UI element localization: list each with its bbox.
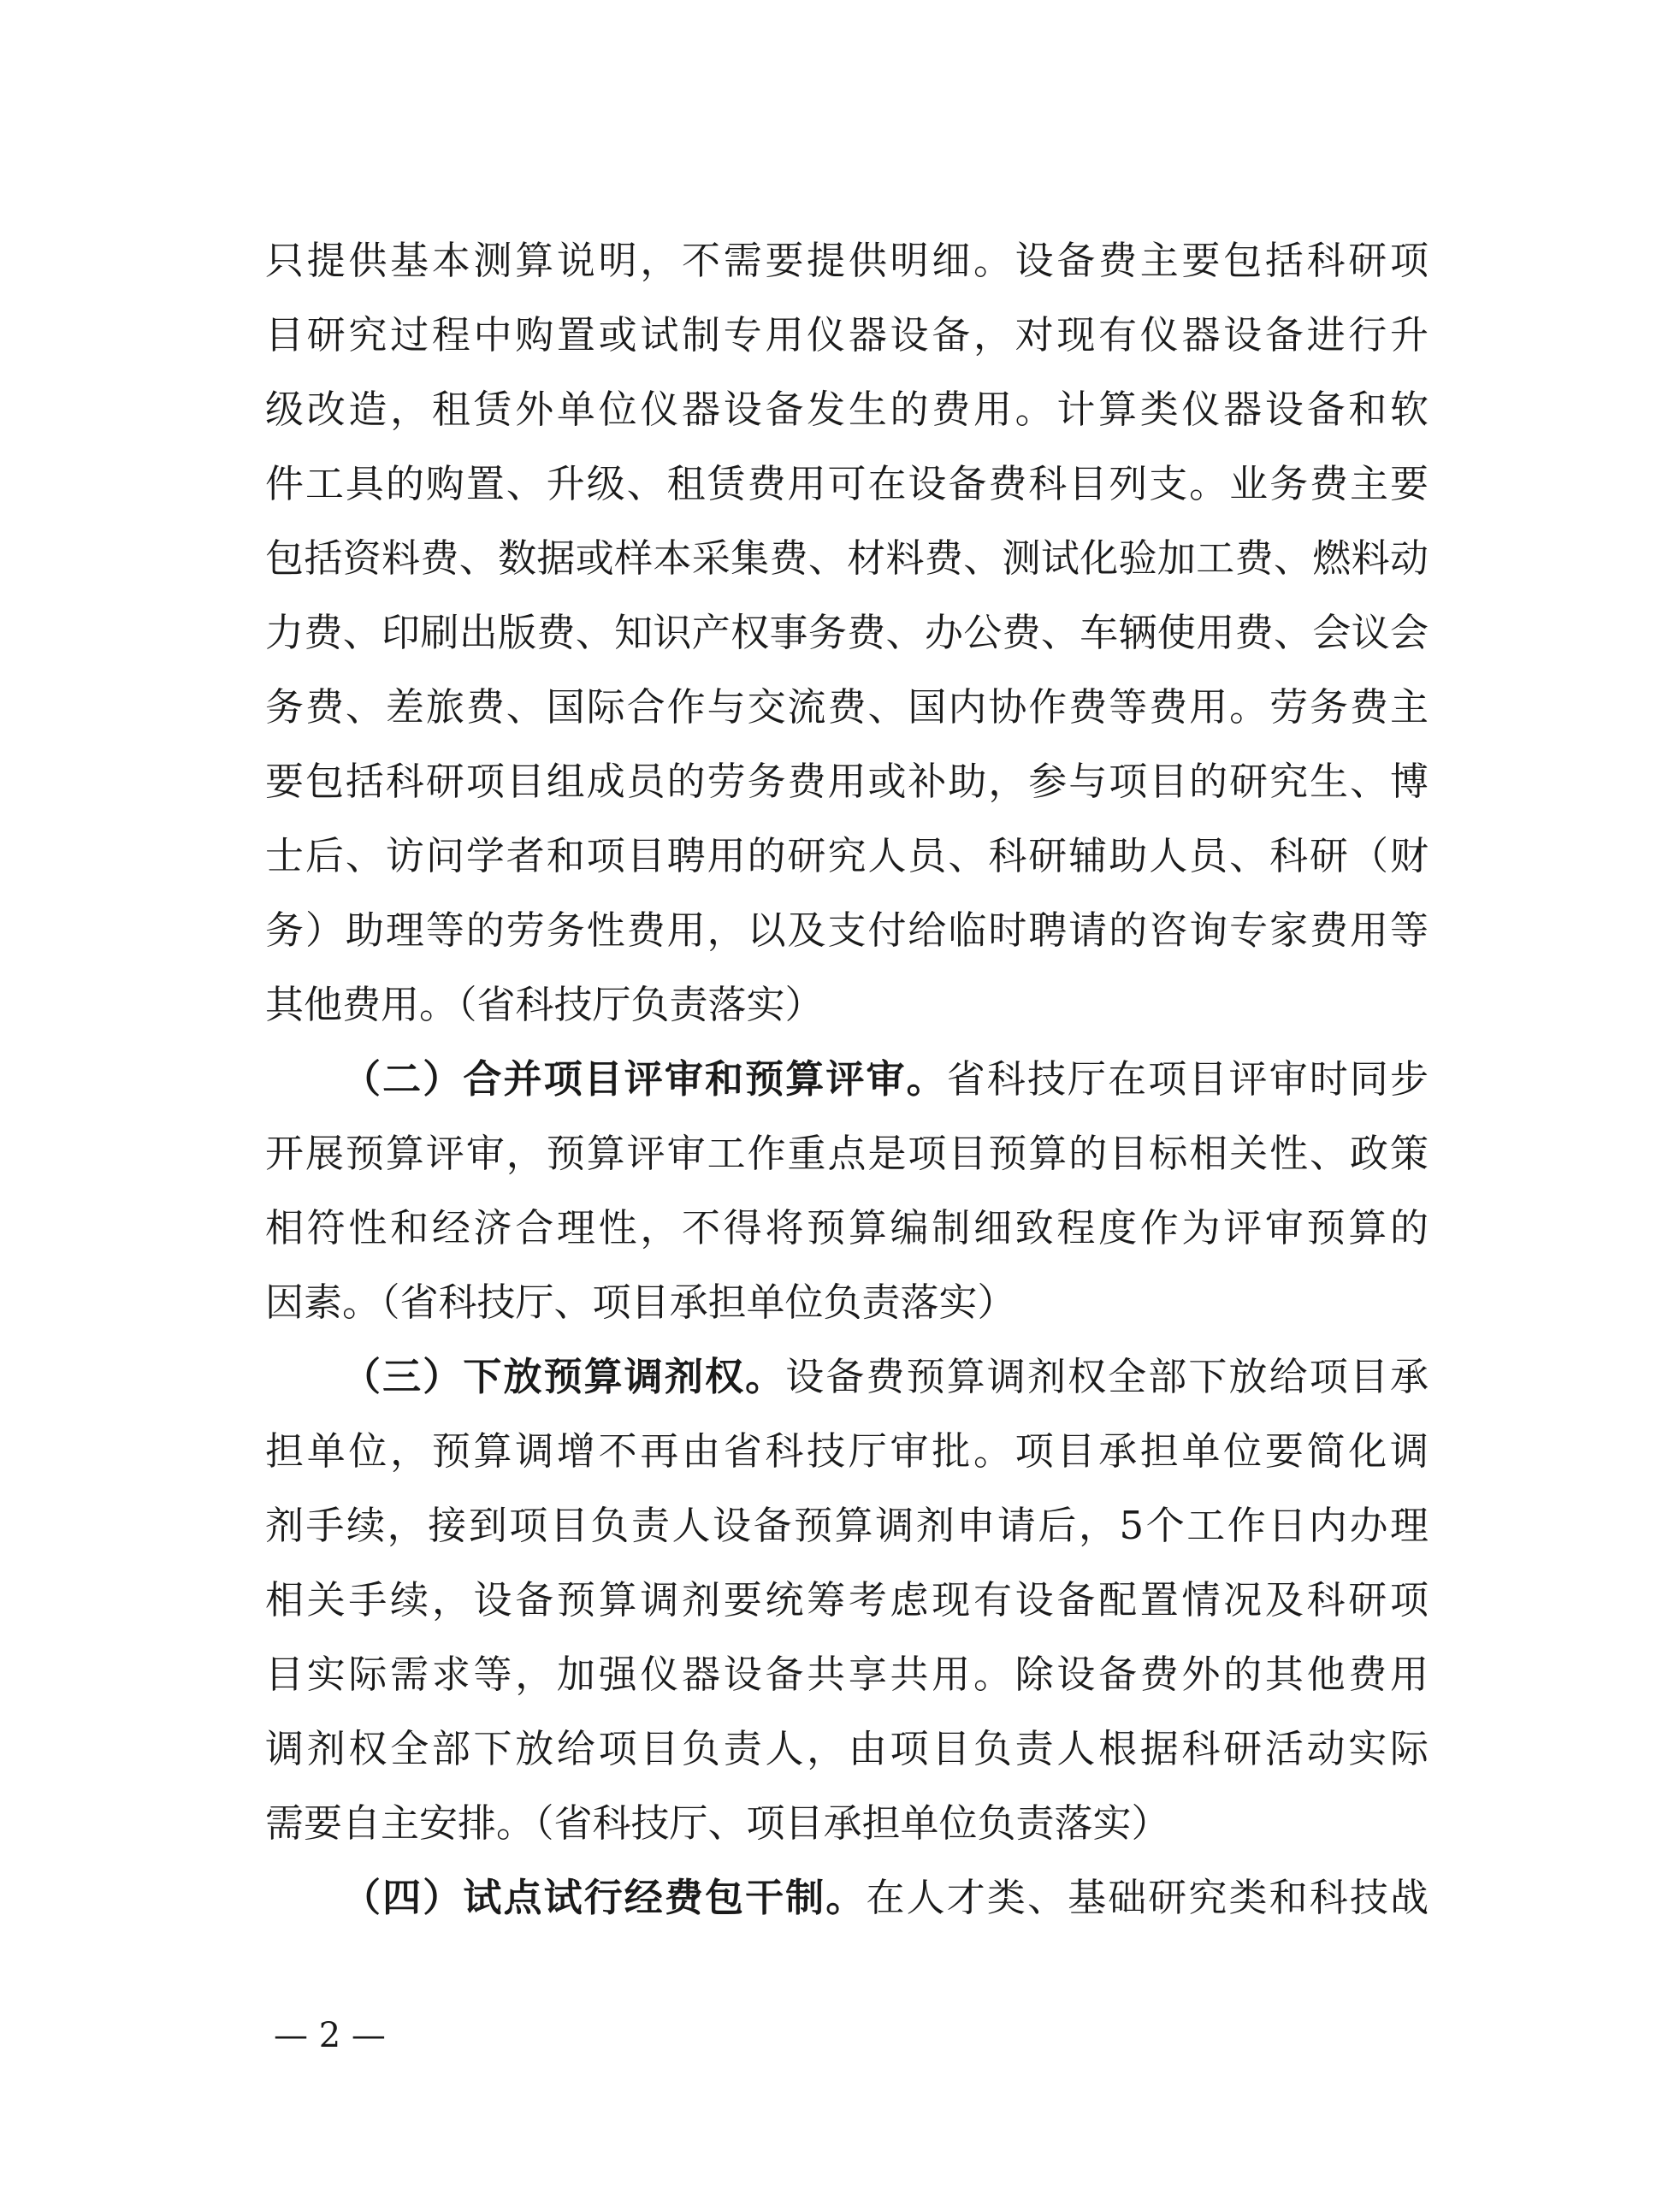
body-text: 设备费预算调剂权全部下放给项目承	[785, 1354, 1429, 1399]
body-text-line: 务）助理等的劳务性费用，以及支付给临时聘请的咨询专家费用等	[265, 907, 1429, 953]
section-heading: （四）试点试行经费包干制。	[342, 1875, 867, 1920]
body-text-line: 只提供基本测算说明，不需要提供明细。设备费主要包括科研项	[265, 238, 1429, 283]
body-text-line: 目实际需求等，加强仪器设备共享共用。除设备费外的其他费用	[265, 1652, 1429, 1697]
section-first-line	[342, 1049, 1429, 1109]
body-text-line: 需要自主安排。（省科技厅、项目承担单位负责落实）	[265, 1800, 1170, 1846]
body-text-line: 因素。（省科技厅、项目承担单位负责落实）	[265, 1280, 1016, 1325]
body-text-line: 务费、差旅费、国际合作与交流费、国内协作费等费用。劳务费主	[265, 684, 1429, 730]
section-heading: （二）合并项目评审和预算评审。	[342, 1056, 947, 1102]
body-text: 在人才类、基础研究类和科技战	[866, 1875, 1429, 1920]
body-text-line: 调剂权全部下放给项目负责人，由项目负责人根据科研活动实际	[265, 1726, 1429, 1771]
body-text-line: 士后、访问学者和项目聘用的研究人员、科研辅助人员、科研（财	[265, 833, 1429, 878]
body-text-line: 相关手续，设备预算调剂要统筹考虑现有设备配置情况及科研项	[265, 1577, 1429, 1623]
page-number: — 2 —	[274, 2016, 386, 2055]
body-text-line: 剂手续，接到项目负责人设备预算调剂申请后，5个工作日内办理	[265, 1503, 1429, 1548]
body-text-line: 包括资料费、数据或样本采集费、材料费、测试化验加工费、燃料动	[265, 535, 1429, 581]
section-first-line	[342, 1347, 1429, 1407]
body-text-line: 相符性和经济合理性，不得将预算编制细致程度作为评审预算的	[265, 1205, 1429, 1250]
body-text: 省科技厅在项目评审时同步	[946, 1056, 1429, 1102]
body-text-line: 其他费用。（省科技厅负责落实）	[265, 982, 824, 1027]
body-text-line: 力费、印刷出版费、知识产权事务费、办公费、车辆使用费、会议会	[265, 610, 1429, 655]
body-text-line: 件工具的购置、升级、租赁费用可在设备费科目列支。业务费主要	[265, 461, 1429, 506]
body-text-line: 级改造，租赁外单位仪器设备发生的费用。计算类仪器设备和软	[265, 387, 1429, 432]
body-text-line: 要包括科研项目组成员的劳务费用或补助，参与项目的研究生、博	[265, 759, 1429, 804]
body-text-line: 担单位，预算调增不再由省科技厅审批。项目承担单位要简化调	[265, 1428, 1429, 1474]
section-first-line	[342, 1868, 1429, 1928]
body-text-line: 开展预算评审，预算评审工作重点是项目预算的目标相关性、政策	[265, 1131, 1429, 1176]
body-text-line: 目研究过程中购置或试制专用仪器设备，对现有仪器设备进行升	[265, 312, 1429, 358]
section-heading: （三）下放预算调剂权。	[342, 1354, 786, 1399]
